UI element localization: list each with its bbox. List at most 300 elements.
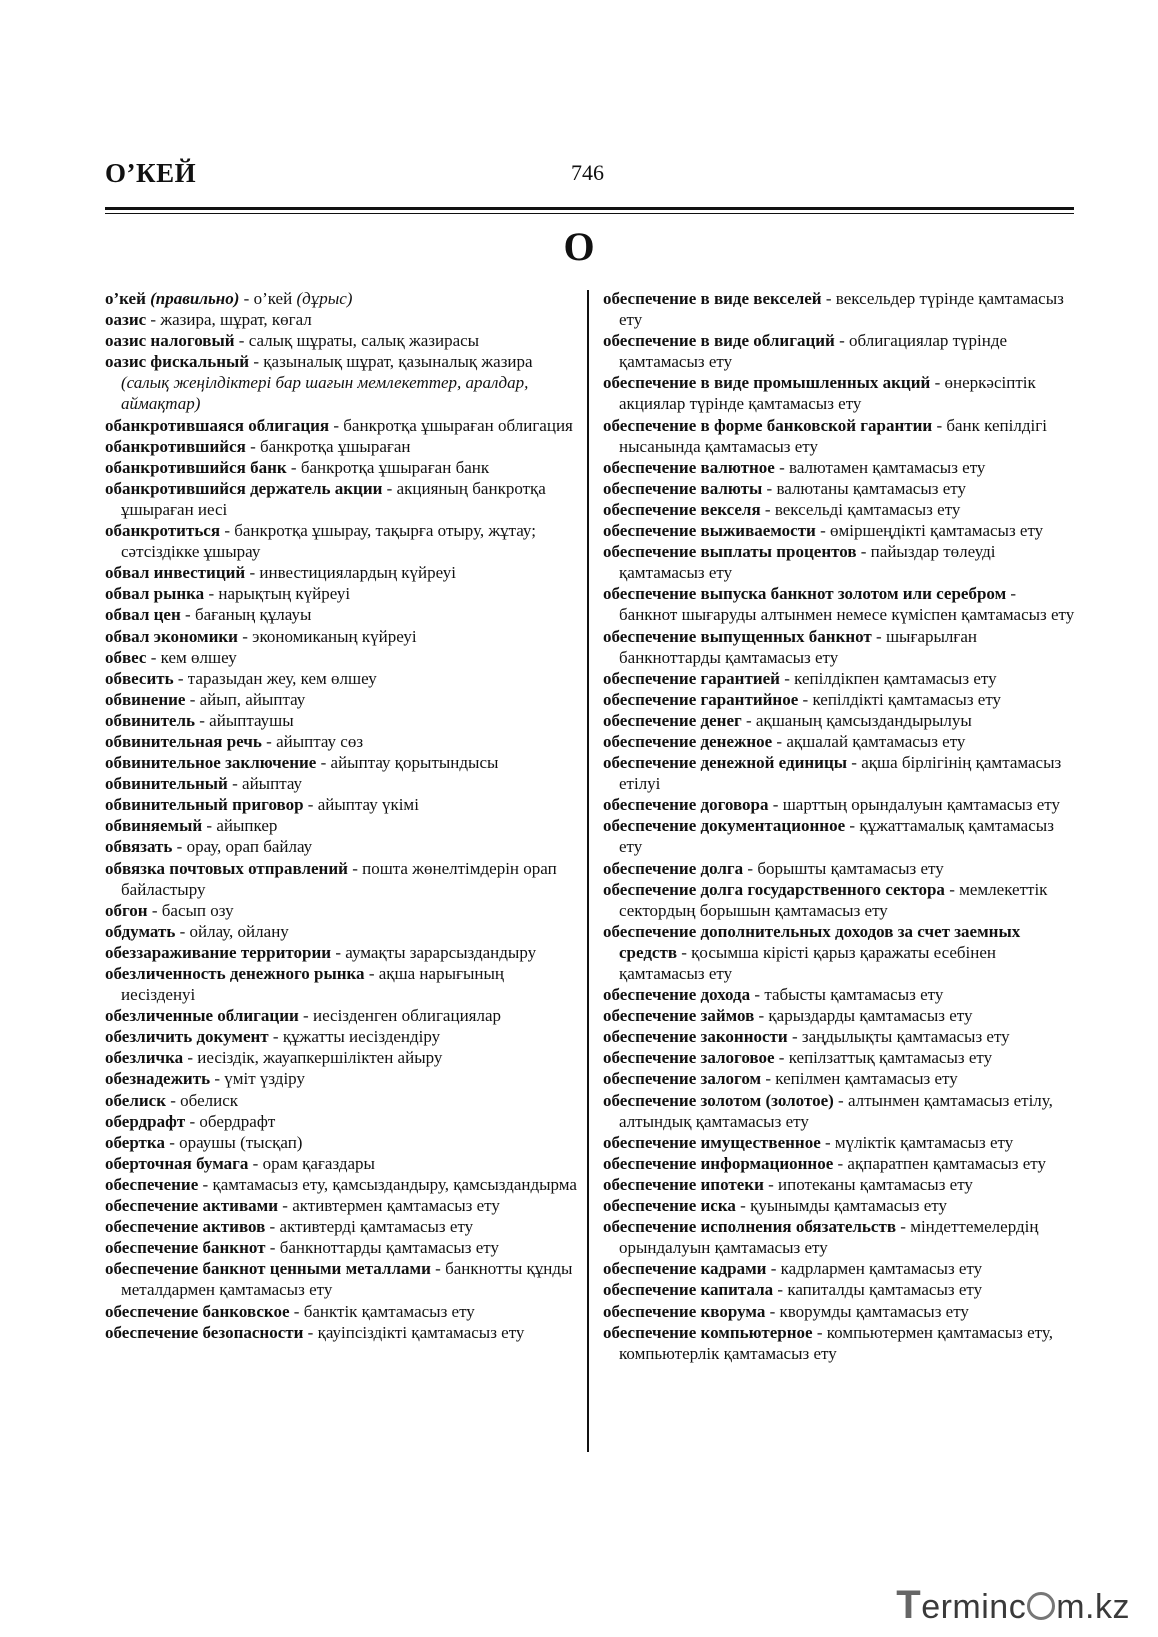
entry-definition: кепілмен қамтамасыз ету bbox=[775, 1069, 958, 1089]
entry-definition: шығарылған банкноттарды қамтамасыз ету bbox=[619, 626, 978, 667]
entry-separator: - bbox=[245, 563, 260, 583]
entry-separator: - bbox=[845, 816, 860, 836]
entry-headword: обанкротившаяся облигация bbox=[105, 415, 330, 435]
entry-separator: - bbox=[210, 1069, 225, 1089]
entry-definition: ақпаратпен қамтамасыз ету bbox=[847, 1153, 1047, 1173]
entry-headword: обезличить документ bbox=[105, 1027, 269, 1047]
entry-definition: қазыналық шұрат, қазыналық жазира bbox=[263, 352, 533, 372]
entry-separator: - bbox=[774, 1048, 789, 1068]
entry-headword: обанкротившийся держатель акции bbox=[105, 478, 383, 498]
entry-definition: орам қағаздары bbox=[262, 1153, 375, 1173]
dictionary-entry bbox=[105, 963, 577, 1005]
entry-separator: - bbox=[761, 1069, 776, 1089]
entry-separator: - bbox=[265, 1238, 280, 1258]
entry-separator: - bbox=[180, 605, 195, 625]
entry-definition: банк кепілдігі нысанында қамтамасыз ету bbox=[619, 415, 1047, 456]
page-number: 746 bbox=[571, 160, 604, 185]
entry-definition: иесізденген облигациялар bbox=[312, 1006, 502, 1026]
entry-headword: обвал экономики bbox=[105, 626, 238, 646]
entry-separator: - bbox=[856, 542, 871, 562]
entry-definition: мемлекеттік сектордың борышын қамтамасыз ету bbox=[619, 879, 1048, 920]
entry-separator: - bbox=[847, 753, 862, 773]
entry-separator: - bbox=[944, 879, 960, 899]
dictionary-entry bbox=[105, 900, 577, 921]
entry-separator: - bbox=[265, 1217, 280, 1237]
dictionary-entry bbox=[105, 1322, 577, 1343]
section-letter: О bbox=[563, 224, 595, 269]
entry-headword: обезличенные облигации bbox=[105, 1006, 299, 1026]
entry-separator: - bbox=[175, 921, 190, 941]
entry-headword: обезличенность денежного рынка bbox=[105, 964, 365, 983]
entry-separator: - bbox=[382, 478, 397, 498]
entry-headword: обеспечение иска bbox=[603, 1196, 736, 1216]
entry-separator: - bbox=[760, 499, 775, 519]
entry-separator: - bbox=[185, 1111, 200, 1131]
entry-separator: - bbox=[239, 289, 254, 308]
entry-separator: - bbox=[815, 521, 831, 541]
entry-separator: - bbox=[249, 352, 264, 372]
entry-separator: - bbox=[248, 1153, 263, 1173]
entry-headword: обеспечение банковское bbox=[105, 1301, 290, 1321]
entry-headword: обвинительный приговор bbox=[105, 795, 304, 815]
entry-headword: обвинительный bbox=[105, 774, 228, 794]
entry-separator: - bbox=[204, 584, 219, 604]
entry-headword: обеспечение валюты bbox=[603, 478, 763, 498]
entry-headword: оазис налоговый bbox=[105, 331, 235, 351]
entry-headword: обеспечение дополнительных доходов за счет заемных средств bbox=[603, 921, 1021, 962]
dictionary-entry bbox=[105, 288, 577, 309]
entry-headword: оазис фискальный bbox=[105, 352, 250, 372]
entry-separator: - bbox=[677, 942, 692, 962]
entry-headword: обанкротившийся банк bbox=[105, 457, 287, 477]
entry-headword: обеспечение золотом (золотое) bbox=[603, 1090, 834, 1110]
entry-headword: обеспечение активами bbox=[105, 1196, 279, 1216]
entry-headword: обеспечение залогом bbox=[603, 1069, 762, 1089]
entry-separator: - bbox=[833, 1090, 848, 1110]
entry-separator: - bbox=[173, 668, 188, 688]
entry-separator: - bbox=[164, 1132, 180, 1152]
entry-headword: обгон bbox=[105, 900, 148, 920]
entry-headword: обеспечение гарантией bbox=[603, 668, 780, 688]
entry-definition: орау, орап байлау bbox=[186, 837, 313, 857]
entry-definition: валютаны қамтамасыз ету bbox=[776, 478, 966, 498]
entry-separator: - bbox=[932, 415, 947, 435]
entry-separator: - bbox=[172, 837, 187, 857]
entry-headword: о’кей bbox=[105, 289, 146, 308]
dictionary-entry bbox=[105, 1153, 577, 1174]
entry-headword: обвинитель bbox=[105, 710, 195, 730]
entry-definition: капиталды қамтамасыз ету bbox=[787, 1280, 983, 1300]
entry-definition: облигациялар түрінде қамтамасыз ету bbox=[619, 331, 1008, 372]
entry-separator: - bbox=[750, 985, 765, 1005]
entry-definition-note: (салық жеңілдіктері бар шағын мемлекеттер, аралдар, аймақтар) bbox=[121, 373, 529, 414]
running-head: О’КЕЙ bbox=[105, 158, 197, 188]
entry-separator: - bbox=[773, 1280, 788, 1300]
entry-headword: обвесить bbox=[105, 668, 174, 688]
entry-headword: обеспечение безопасности bbox=[105, 1322, 304, 1342]
entry-definition: өнеркәсіптік акциялар түрінде қамтамасыз ету bbox=[619, 373, 1036, 414]
entry-separator: - bbox=[245, 436, 261, 456]
entry-definition: кепілдікпен қамтамасыз ету bbox=[794, 668, 997, 688]
dictionary-entry bbox=[105, 710, 577, 731]
entry-headword: обеспечение векселя bbox=[603, 499, 761, 519]
entry-separator: - bbox=[227, 774, 243, 794]
dictionary-entry bbox=[105, 794, 577, 815]
dictionary-entry bbox=[603, 478, 1075, 499]
entry-separator: - bbox=[896, 1217, 911, 1237]
entry-definition: банкротқа ұшыраған bbox=[260, 436, 411, 456]
dictionary-entry bbox=[105, 1132, 577, 1153]
entry-separator: - bbox=[812, 1322, 827, 1342]
dictionary-entry bbox=[603, 794, 1075, 815]
dictionary-entry bbox=[105, 1005, 577, 1026]
entry-separator: - bbox=[316, 753, 331, 773]
entry-separator: - bbox=[298, 1006, 313, 1026]
entry-separator: - bbox=[743, 858, 758, 878]
entry-separator: - bbox=[787, 1027, 802, 1047]
dictionary-entry bbox=[603, 731, 1075, 752]
dictionary-entry bbox=[105, 1174, 577, 1195]
right-column bbox=[603, 288, 1075, 1364]
entry-headword: обеспечение долга bbox=[603, 858, 744, 878]
entry-headword: обеспечение исполнения обязательств bbox=[603, 1217, 897, 1237]
entry-definition: банктік қамтамасыз ету bbox=[303, 1301, 475, 1321]
entry-headword: обеспечение законности bbox=[603, 1027, 788, 1047]
entry-definition: айыптау bbox=[242, 774, 303, 794]
entry-headword: обеспечение выпуска банкнот золотом или серебром bbox=[603, 584, 1007, 604]
entry-definition: вексельдер түрінде қамтамасыз ету bbox=[619, 289, 1064, 330]
entry-definition: пошта жөнелтімдерін орап байластыру bbox=[121, 858, 557, 899]
entry-headword: обвинительная речь bbox=[105, 731, 262, 751]
dictionary-entry bbox=[105, 415, 577, 436]
dictionary-entry bbox=[603, 499, 1075, 520]
dictionary-entry bbox=[105, 815, 577, 836]
entry-separator: - bbox=[202, 816, 217, 836]
dictionary-entry bbox=[105, 1258, 577, 1300]
watermark-text-before: ermin bbox=[921, 1588, 1009, 1626]
entry-definition: алтынмен қамтамасыз етілу, алтындық қамтамасыз ету bbox=[619, 1090, 1053, 1131]
entry-definition: обелиск bbox=[180, 1090, 239, 1110]
entry-separator: - bbox=[303, 1322, 318, 1342]
dictionary-entry bbox=[603, 1005, 1075, 1026]
entry-headword: обеззараживание территории bbox=[105, 942, 332, 962]
entry-definition: айыптаушы bbox=[209, 710, 294, 730]
entry-separator: - bbox=[268, 1027, 283, 1047]
entry-separator: - bbox=[930, 373, 945, 393]
dictionary-entry bbox=[603, 1258, 1075, 1279]
watermark-middle: c bbox=[1008, 1588, 1027, 1626]
entry-headword-note-wrap bbox=[150, 289, 239, 308]
entry-separator: - bbox=[779, 668, 795, 688]
entry-headword: обеспечение банкнот bbox=[105, 1238, 266, 1258]
entry-headword: обезнадежить bbox=[105, 1069, 211, 1089]
dictionary-entry bbox=[105, 731, 577, 752]
entry-separator: - bbox=[261, 731, 277, 751]
dictionary-entry bbox=[105, 921, 577, 942]
entry-definition: заңдылықты қамтамасыз ету bbox=[801, 1027, 1010, 1047]
entry-separator: - bbox=[821, 289, 836, 308]
dictionary-entry bbox=[105, 1026, 577, 1047]
dictionary-entry bbox=[105, 1216, 577, 1237]
dictionary-entry bbox=[603, 1216, 1075, 1258]
entry-headword: обвинительное заключение bbox=[105, 753, 317, 773]
dictionary-entry bbox=[603, 415, 1075, 457]
entry-headword: обвязать bbox=[105, 837, 173, 857]
column-divider bbox=[587, 290, 589, 1452]
entry-separator: - bbox=[430, 1259, 446, 1279]
entry-separator: - bbox=[185, 689, 200, 709]
entry-separator: - bbox=[347, 858, 363, 878]
entry-headword: обеспечение долга государственного сектора bbox=[603, 879, 945, 899]
entry-separator: - bbox=[146, 310, 161, 330]
entry-headword: обвал инвестиций bbox=[105, 563, 246, 583]
entry-definition: компьютермен қамтамасыз ету, компьютерлік қамтамасыз ету bbox=[619, 1322, 1053, 1363]
entry-definition: құжаттамалық қамтамасыз ету bbox=[619, 816, 1054, 857]
entry-headword: обанкротившийся bbox=[105, 436, 246, 456]
entry-headword: обдумать bbox=[105, 921, 176, 941]
entry-headword: обеспечение в форме банковской гарантии bbox=[603, 415, 933, 435]
entry-definition: ақша нарығының иесізденуі bbox=[121, 964, 505, 1005]
entry-definition: банкнот шығаруды алтынмен немесе күміспен қамтамасыз ету bbox=[619, 605, 1075, 625]
entry-separator: - bbox=[147, 900, 162, 920]
dictionary-entry bbox=[105, 330, 577, 351]
entry-separator: - bbox=[364, 964, 379, 983]
dictionary-entry bbox=[603, 879, 1075, 921]
entry-definition: қамтамасыз ету, қамсыздандыру, қамсыздандырма bbox=[212, 1174, 577, 1194]
entry-headword: обезличка bbox=[105, 1048, 184, 1068]
entry-definition: мүліктік қамтамасыз ету bbox=[834, 1132, 1014, 1152]
entry-definition: таразыдан жеу, кем өлшеу bbox=[187, 668, 377, 688]
entry-headword: обеспечение капитала bbox=[603, 1280, 774, 1300]
dictionary-entry bbox=[603, 372, 1075, 414]
entry-definition: кворумды қамтамасыз ету bbox=[779, 1301, 969, 1321]
entry-separator: - bbox=[741, 710, 756, 730]
entry-definition: қосымша кірісті қарыз қаражаты есебінен қамтамасыз ету bbox=[619, 942, 996, 983]
entry-definition: ораушы (тысқап) bbox=[179, 1132, 303, 1152]
entry-definition: құжатты иесіздендіру bbox=[282, 1027, 441, 1047]
entry-definition: айыптау қорытындысы bbox=[330, 753, 499, 773]
entry-headword: оазис bbox=[105, 310, 147, 330]
entry-headword: обердрафт bbox=[105, 1111, 186, 1131]
entry-separator: - bbox=[762, 478, 777, 498]
entry-definition: міндеттемелердің орындалуын қамтамасыз ету bbox=[619, 1217, 1039, 1258]
dictionary-entry bbox=[105, 752, 577, 773]
entry-definition: басып озу bbox=[161, 900, 234, 920]
entry-headword: обвинение bbox=[105, 689, 186, 709]
dictionary-entry bbox=[105, 1090, 577, 1111]
entry-definition: ақшалай қамтамасыз ету bbox=[786, 731, 966, 751]
entry-definition: бағаның құлауы bbox=[194, 605, 312, 625]
entry-headword: обеспечение в виде облигаций bbox=[603, 331, 835, 351]
entry-definition: кадрлармен қамтамасыз ету bbox=[780, 1259, 983, 1279]
dictionary-entry bbox=[105, 562, 577, 583]
entry-headword: обеспечение компьютерное bbox=[603, 1322, 813, 1342]
entry-definition: вексельді қамтамасыз ету bbox=[774, 499, 961, 519]
entry-definition: банкротқа ұшыраған облигация bbox=[343, 415, 573, 435]
entry-definition: айыпкер bbox=[216, 816, 278, 836]
entry-definition: борышты қамтамасыз ету bbox=[757, 858, 944, 878]
entry-separator: - bbox=[772, 731, 787, 751]
entry-separator: - bbox=[766, 1259, 781, 1279]
dictionary-entry bbox=[603, 1279, 1075, 1300]
entry-definition: валютамен қамтамасыз ету bbox=[789, 457, 986, 477]
dictionary-entry bbox=[105, 478, 577, 520]
entry-definition: банкнотты құнды металдармен қамтамасыз ету bbox=[121, 1259, 573, 1300]
entry-definition: айыптау сөз bbox=[276, 731, 364, 751]
left-column bbox=[105, 288, 577, 1343]
dictionary-entry bbox=[105, 773, 577, 794]
dictionary-entry bbox=[105, 836, 577, 857]
entry-separator: - bbox=[833, 1153, 848, 1173]
dictionary-entry bbox=[603, 626, 1075, 668]
watermark-initial: T bbox=[896, 1583, 922, 1627]
dictionary-entry bbox=[603, 815, 1075, 857]
entry-definition: пайыздар төлеуді қамтамасыз ету bbox=[619, 542, 996, 583]
dictionary-entry bbox=[105, 351, 577, 414]
entry-headword: обеспечение валютное bbox=[603, 457, 775, 477]
entry-headword: обвал цен bbox=[105, 605, 181, 625]
dictionary-entry bbox=[603, 1068, 1075, 1089]
dictionary-entry bbox=[105, 1237, 577, 1258]
entry-separator: - bbox=[765, 1301, 780, 1321]
entry-headword: обанкротиться bbox=[105, 521, 221, 541]
entry-definition: аумақты зарарсыздандыру bbox=[345, 942, 537, 962]
entry-headword: обеспечение денег bbox=[603, 710, 742, 730]
entry-separator: - bbox=[234, 331, 249, 351]
entry-definition: ақша бірлігінің қамтамасыз етілуі bbox=[619, 753, 1062, 794]
entry-headword: обертка bbox=[105, 1132, 165, 1152]
dictionary-entry bbox=[105, 626, 577, 647]
dictionary-entry bbox=[603, 583, 1075, 625]
entry-separator: - bbox=[289, 1301, 304, 1321]
dictionary-entry bbox=[603, 984, 1075, 1005]
entry-definition-note: (дұрыс) bbox=[296, 289, 353, 308]
entry-separator: - bbox=[834, 331, 849, 351]
entry-separator: - bbox=[237, 626, 253, 646]
entry-separator: - bbox=[871, 626, 886, 646]
entry-separator: - bbox=[1006, 584, 1017, 604]
entry-definition: айып, айыптау bbox=[199, 689, 306, 709]
entry-headword: обелиск bbox=[105, 1090, 166, 1110]
entry-separator: - bbox=[146, 647, 161, 667]
dictionary-entry bbox=[105, 436, 577, 457]
entry-headword: обеспечение информационное bbox=[603, 1153, 834, 1173]
header-rule bbox=[105, 207, 1074, 210]
entry-separator: - bbox=[303, 795, 318, 815]
entry-definition: банкноттарды қамтамасыз ету bbox=[279, 1238, 499, 1258]
dictionary-entry bbox=[603, 457, 1075, 478]
entry-definition: шарттың орындалуын қамтамасыз ету bbox=[782, 795, 1060, 815]
dictionary-entry bbox=[603, 858, 1075, 879]
dictionary-entry bbox=[105, 1301, 577, 1322]
dictionary-entry bbox=[105, 457, 577, 478]
dictionary-entry bbox=[603, 1301, 1075, 1322]
entry-headword: обеспечение кадрами bbox=[603, 1259, 767, 1279]
entry-headword: обеспечение документационное bbox=[603, 816, 846, 836]
dictionary-entry bbox=[603, 921, 1075, 984]
entry-definition: табысты қамтамасыз ету bbox=[764, 985, 944, 1005]
entry-definition: ипотеканы қамтамасыз ету bbox=[778, 1174, 973, 1194]
dictionary-entry bbox=[105, 583, 577, 604]
dictionary-entry bbox=[603, 1195, 1075, 1216]
entry-separator: - bbox=[329, 415, 344, 435]
dictionary-entry bbox=[603, 1090, 1075, 1132]
entry-headword: обеспечение договора bbox=[603, 795, 769, 815]
entry-definition: обердрафт bbox=[199, 1111, 276, 1131]
entry-separator: - bbox=[768, 795, 783, 815]
dictionary-entry bbox=[603, 520, 1075, 541]
dictionary-entry bbox=[105, 668, 577, 689]
entry-separator: - bbox=[195, 710, 210, 730]
dictionary-entry bbox=[105, 520, 577, 562]
dictionary-entry bbox=[603, 1132, 1075, 1153]
dictionary-entry bbox=[603, 1174, 1075, 1195]
dictionary-entry bbox=[603, 541, 1075, 583]
entry-separator: - bbox=[798, 689, 813, 709]
entry-definition: иесіздік, жауапкершіліктен айыру bbox=[197, 1048, 443, 1068]
entry-separator: - bbox=[820, 1132, 835, 1152]
entry-definition: акцияның банкротқа ұшыраған иесі bbox=[121, 478, 546, 519]
entry-headword: обеспечение дохода bbox=[603, 985, 751, 1005]
dictionary-entry bbox=[105, 309, 577, 330]
entry-separator: - bbox=[735, 1196, 751, 1216]
entry-definition: қауіпсіздікті қамтамасыз ету bbox=[317, 1322, 525, 1342]
entry-headword: обеспечение ипотеки bbox=[603, 1174, 764, 1194]
entry-definition: инвестициялардың күйреуі bbox=[259, 563, 456, 583]
header-rule-thin bbox=[105, 213, 1074, 214]
entry-headword: обеспечение в виде векселей bbox=[603, 289, 822, 308]
entry-definition: активтермен қамтамасыз ету bbox=[292, 1196, 500, 1216]
dictionary-entry bbox=[603, 1047, 1075, 1068]
entry-separator: - bbox=[754, 1006, 769, 1026]
entry-headword: обеспечение выпущенных банкнот bbox=[603, 626, 872, 646]
entry-headword: обеспечение активов bbox=[105, 1217, 266, 1237]
entry-definition: қуынымды қамтамасыз ету bbox=[750, 1196, 947, 1216]
entry-definition: кепілзаттық қамтамасыз ету bbox=[788, 1048, 993, 1068]
entry-headword: оберточная бумага bbox=[105, 1153, 249, 1173]
dictionary-entry bbox=[105, 1111, 577, 1132]
dictionary-entry bbox=[603, 330, 1075, 372]
entry-definition: өміршеңдікті қамтамасыз ету bbox=[830, 521, 1044, 541]
entry-separator: - bbox=[774, 457, 790, 477]
dictionary-entry bbox=[603, 752, 1075, 794]
entry-definition: ақшаның қамсыздандырылуы bbox=[755, 710, 972, 730]
entry-headword: обеспечение залоговое bbox=[603, 1048, 775, 1068]
dictionary-entry bbox=[105, 942, 577, 963]
entry-separator: - bbox=[763, 1174, 779, 1194]
dictionary-entry bbox=[603, 668, 1075, 689]
entry-headword: обвиняемый bbox=[105, 816, 203, 836]
dictionary-entry bbox=[603, 1026, 1075, 1047]
entry-definition: экономиканың күйреуі bbox=[252, 626, 417, 646]
entry-separator: - bbox=[220, 521, 235, 541]
dictionary-entry bbox=[603, 710, 1075, 731]
site-watermark bbox=[896, 1583, 1130, 1628]
entry-definition: о’кей bbox=[253, 289, 297, 308]
entry-headword: обеспечение гарантийное bbox=[603, 689, 799, 709]
entry-definition: айыптау үкімі bbox=[317, 795, 419, 815]
watermark-text-after: m.kz bbox=[1056, 1588, 1130, 1626]
dictionary-entry bbox=[603, 288, 1075, 330]
entry-headword: обеспечение выживаемости bbox=[603, 521, 816, 541]
entry-definition: ойлау, ойлану bbox=[189, 921, 289, 941]
entry-separator: - bbox=[198, 1174, 213, 1194]
dictionary-entry bbox=[105, 689, 577, 710]
dictionary-entry bbox=[603, 1322, 1075, 1364]
entry-headword: обвал рынка bbox=[105, 584, 205, 604]
dictionary-entry bbox=[603, 1153, 1075, 1174]
entry-headword: обеспечение в виде промышленных акций bbox=[603, 373, 931, 393]
